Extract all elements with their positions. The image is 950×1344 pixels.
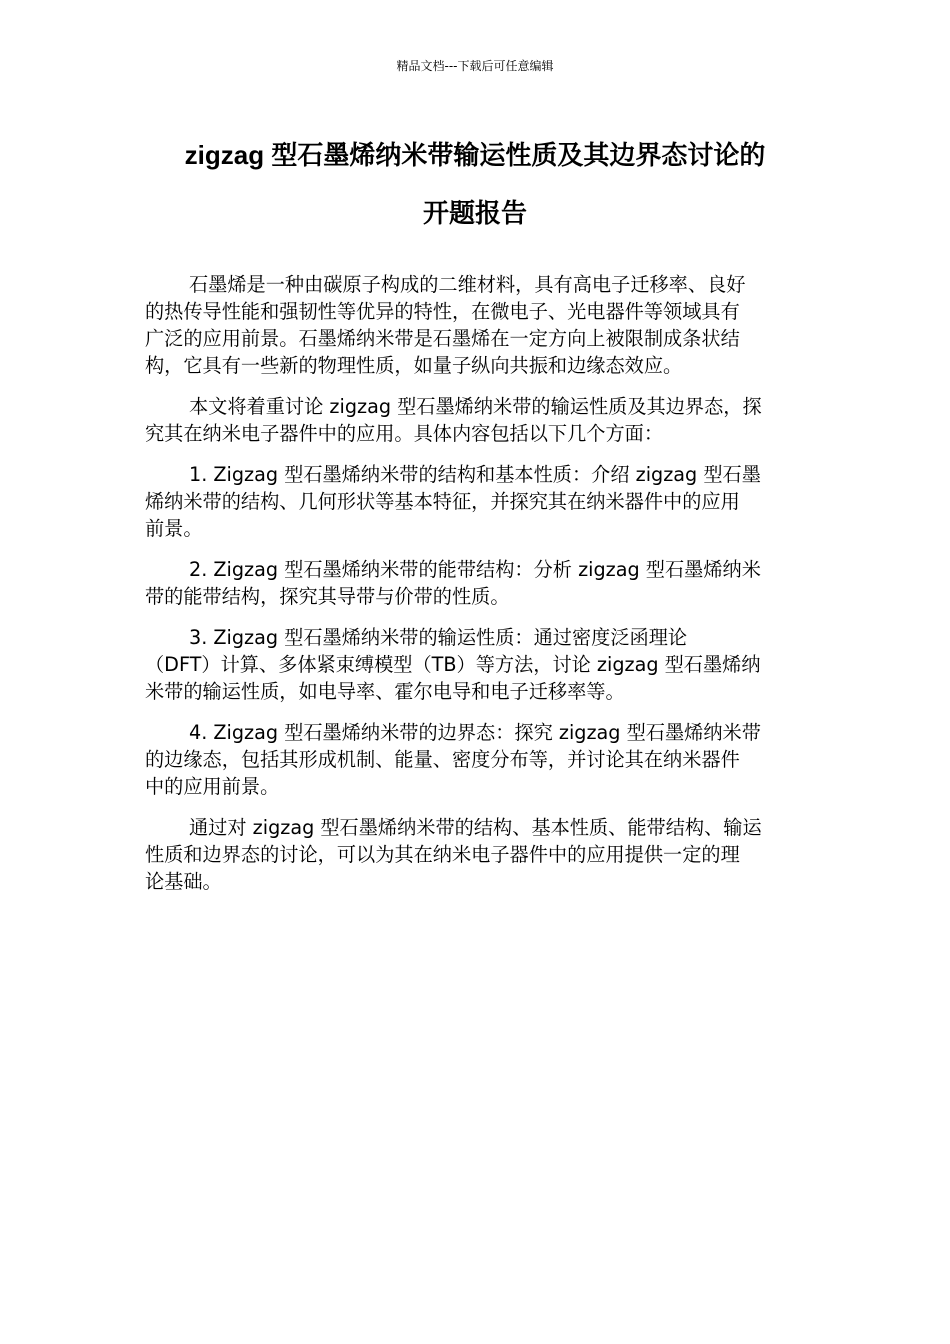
paragraph-line: 性质和边界态的讨论，可以为其在纳米电子器件中的应用提供一定的理 (145, 843, 740, 866)
paragraph-line: 究其在纳米电子器件中的应用。具体内容包括以下几个方面： (145, 422, 664, 445)
paragraph-line: 通过对 zigzag 型石墨烯纳米带的结构、基本性质、能带结构、输运 (189, 816, 762, 839)
paragraph-line: 3. Zigzag 型石墨烯纳米带的输运性质：通过密度泛函理论 (189, 626, 688, 649)
paragraph-line: 1. Zigzag 型石墨烯纳米带的结构和基本性质：介绍 zigzag 型石墨 (189, 463, 761, 486)
paragraph (145, 719, 810, 800)
paragraph (145, 461, 810, 542)
paragraph-line: 前景。 (145, 517, 203, 540)
paragraph-line: （DFT）计算、多体紧束缚模型（TB）等方法，讨论 zigzag 型石墨烯纳 (145, 653, 761, 676)
paragraph (145, 556, 810, 610)
paragraph (145, 624, 810, 705)
document-title-line-2: 开题报告 (422, 198, 527, 228)
paragraph-line: 构，它具有一些新的物理性质，如量子纵向共振和边缘态效应。 (145, 354, 683, 377)
paragraph-line: 中的应用前景。 (145, 775, 280, 798)
paragraph (145, 814, 810, 895)
paragraph-line: 米带的输运性质，如电导率、霍尔电导和电子迁移率等。 (145, 680, 625, 703)
paragraph-line: 2. Zigzag 型石墨烯纳米带的能带结构：分析 zigzag 型石墨烯纳米 (189, 558, 761, 581)
paragraph-line: 的热传导性能和强韧性等优异的特性，在微电子、光电器件等领域具有 (145, 300, 740, 323)
paragraph (145, 271, 810, 379)
paragraph-line: 本文将着重讨论 zigzag 型石墨烯纳米带的输运性质及其边界态，探 (189, 395, 762, 418)
paragraph-line: 的边缘态，包括其形成机制、能量、密度分布等，并讨论其在纳米器件 (145, 748, 740, 771)
paragraph-line: 广泛的应用前景。石墨烯纳米带是石墨烯在一定方向上被限制成条状结 (145, 327, 740, 350)
paragraph-line: 烯纳米带的结构、几何形状等基本特征，并探究其在纳米器件中的应用 (145, 490, 740, 513)
header-note: 精品文档---下载后可任意编辑 (396, 59, 554, 73)
document-title-line-1: zigzag 型石墨烯纳米带输运性质及其边界态讨论的 (184, 140, 766, 170)
paragraph-line: 带的能带结构，探究其导带与价带的性质。 (145, 585, 510, 608)
paragraph-line: 石墨烯是一种由碳原子构成的二维材料，具有高电子迁移率、良好 (189, 273, 746, 296)
paragraph-line: 论基础。 (145, 870, 222, 893)
paragraph-line: 4. Zigzag 型石墨烯纳米带的边界态：探究 zigzag 型石墨烯纳米带 (189, 721, 761, 744)
document-body (145, 271, 810, 895)
paragraph (145, 393, 810, 447)
